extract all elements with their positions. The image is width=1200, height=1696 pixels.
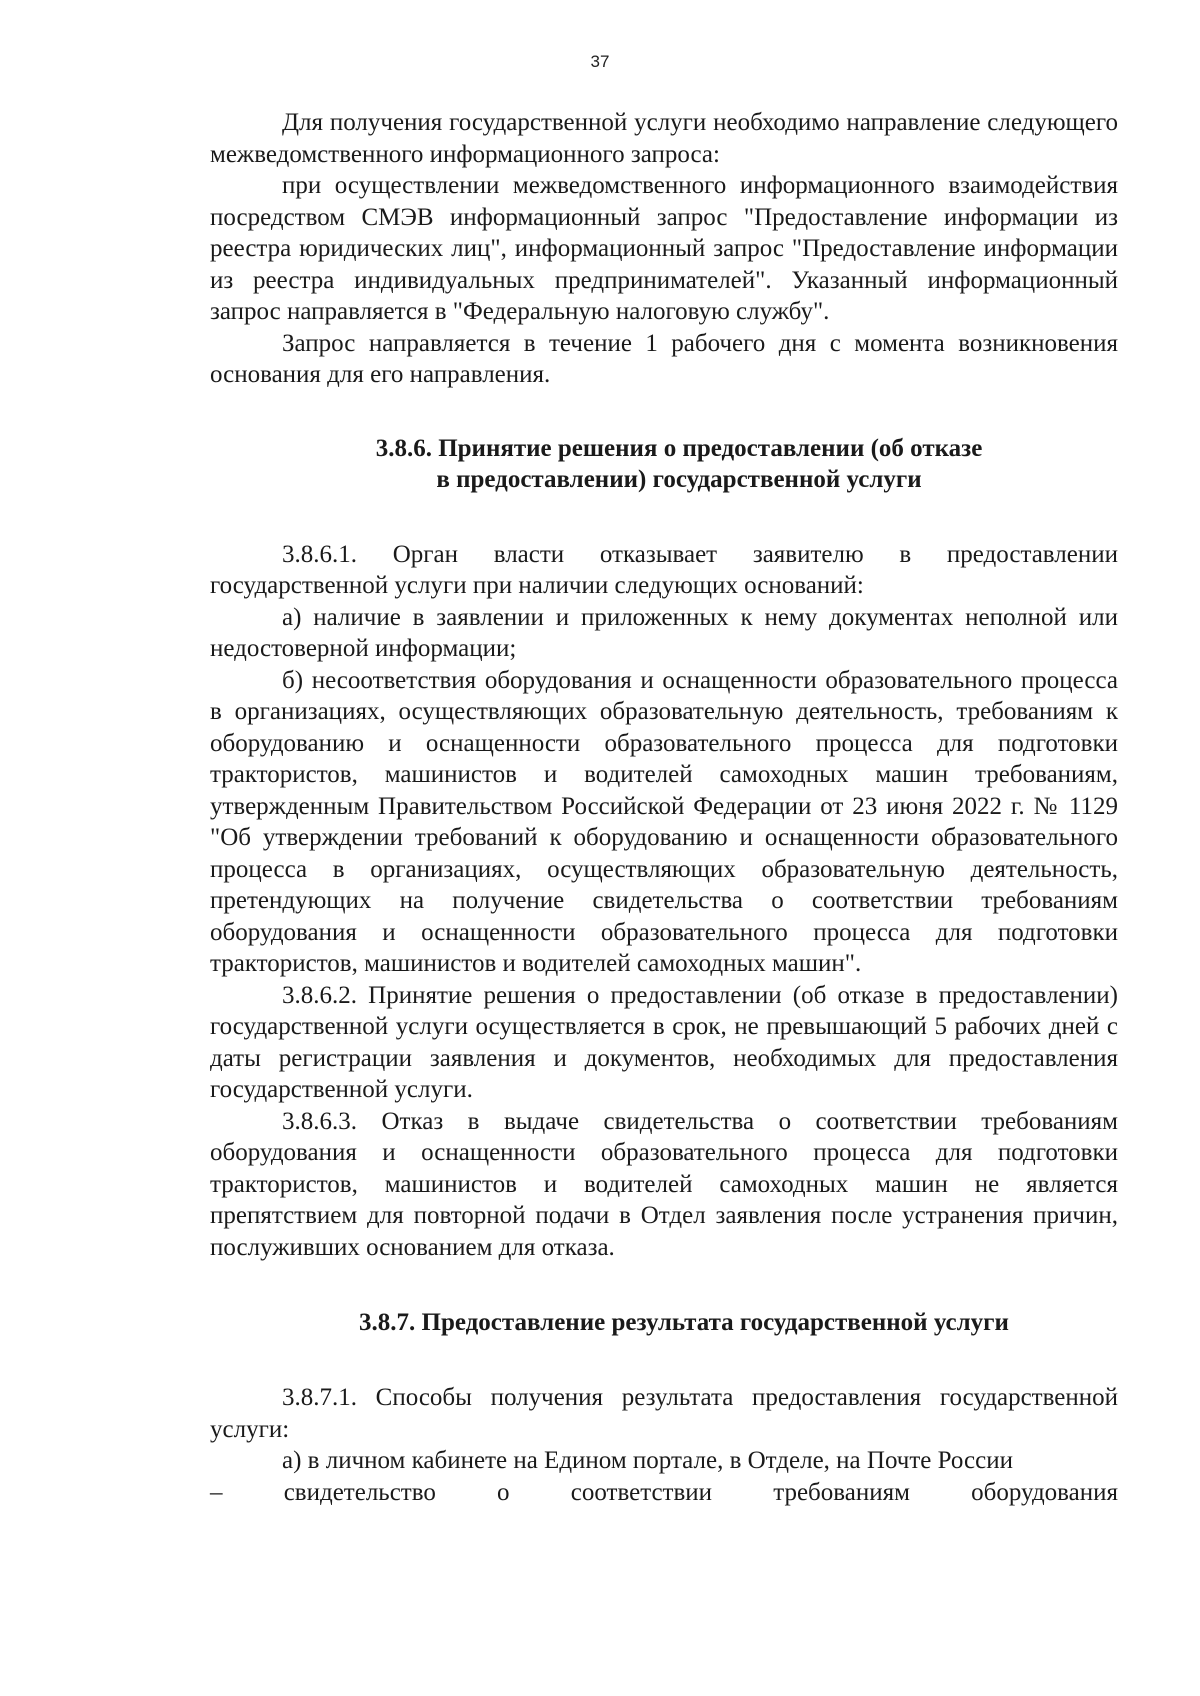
page-number: 37 <box>590 52 610 71</box>
paragraph: Для получения государственной услуги необходимо направление следующего межведомственного информационного запроса: <box>210 109 1118 168</box>
paragraph: 3.8.6.1. Орган власти отказывает заявителю в предоставлении государственной услуги при наличии следующих оснований: <box>210 540 1118 599</box>
heading-line: в предоставлении) государственной услуги <box>436 465 922 493</box>
section-heading-3-8-7: 3.8.7. Предоставление результата государственной услуги <box>359 1309 1009 1336</box>
paragraph: Запрос направляется в течение 1 рабочего дня с момента возникновения основания для его направления. <box>210 329 1118 388</box>
paragraph: б) несоответствия оборудования и оснащенности образовательного процесса в организациях, осуществляющих образовательную деятельность, требованиям к оборудованию и оснащенности образовательного процесса для подготовки трактористов, машинистов и водителей самоходных машин требованиям, утвержденным Правительством Российской Федерации от 23 июня 2022 г. № 1129 "Об утверждении требований к оборудованию и оснащенности образовательного процесса в организациях, осуществляющих образовательную деятельность, претендующих на получение свидетельства о соответствии требованиям оборудования и оснащенности образовательного процесса для подготовки трактористов, машинистов и водителей самоходных машин". <box>210 666 1118 977</box>
paragraph: 3.8.6.3. Отказ в выдаче свидетельства о соответствии требованиям оборудования и оснащенности образовательного процесса для подготовки трактористов, машинистов и водителей самоходных машин не является препятствием для повторной подачи в Отдел заявления после устранения причин, послуживших основанием для отказа. <box>210 1107 1118 1261</box>
paragraph: а) наличие в заявлении и приложенных к нему документах неполной или недостоверной информации; <box>210 603 1118 662</box>
paragraph: 3.8.7.1. Способы получения результата предоставления государственной услуги: <box>210 1384 1118 1443</box>
paragraph: при осуществлении межведомственного информационного взаимодействия посредством СМЭВ информационный запрос "Предоставление информации из реестра юридических лиц", информационный запрос "Предоставление информации из реестра индивидуальных предпринимателей". Указанный информационный запрос направляется в "Федеральную налоговую службу". <box>210 172 1118 325</box>
paragraph: 3.8.6.2. Принятие решения о предоставлении (об отказе в предоставлении) государственной услуги осуществляется в срок, не превышающий 5 рабочих дней с даты регистрации заявления и документов, необходимых для предоставления государственной услуги. <box>210 981 1118 1103</box>
heading-line: 3.8.6. Принятие решения о предоставлении (об отказе <box>375 434 983 462</box>
document-body <box>210 107 1118 1508</box>
paragraph: а) в личном кабинете на Едином портале, в Отделе, на Почте России <box>282 1447 1013 1474</box>
section-heading-3-8-6 <box>210 433 1118 495</box>
paragraph: – свидетельство о соответствии требованиям оборудования <box>210 1478 1118 1506</box>
